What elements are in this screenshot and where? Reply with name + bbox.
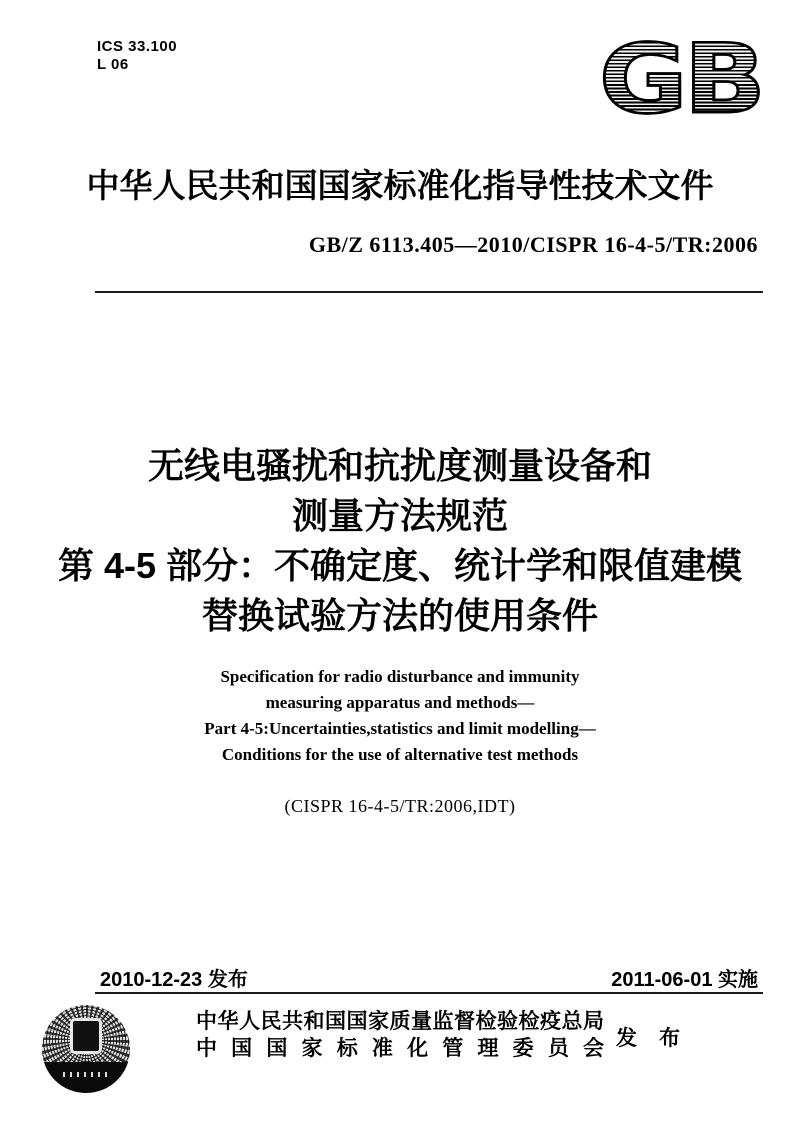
- gb-logo-icon: GB: [599, 25, 762, 136]
- seal-emblem: [70, 1018, 102, 1054]
- standard-number: GB/Z 6113.405—2010/CISPR 16-4-5/TR:2006: [308, 232, 758, 257]
- bottom-divider-line: [95, 992, 763, 994]
- chinese-title-line-4: 替换试验方法的使用条件: [201, 595, 598, 636]
- gb-logo: [532, 25, 762, 136]
- ics-code: ICS 33.100: [97, 38, 178, 55]
- ics-classification-block: [97, 38, 177, 74]
- doc-class-code: L 06: [97, 56, 129, 73]
- issuing-agencies-block: [196, 1008, 604, 1062]
- implement-date: 2011-06-01 实施: [611, 969, 758, 991]
- english-title-line-4: Conditions for the use of alternative test methods: [221, 745, 579, 764]
- english-title-line-1: Specification for radio disturbance and immunity: [220, 667, 580, 686]
- chinese-title-line-3: 第 4-5 部分：不确定度、统计学和限值建模: [57, 545, 743, 586]
- english-title-block: [0, 664, 800, 768]
- agency-line-2: 中国国家标准化管理委员会: [196, 1037, 604, 1060]
- agency-line-1: 中华人民共和国国家质量监督检验检疫总局: [196, 1010, 604, 1033]
- chinese-title-block: [0, 441, 800, 641]
- seal-text-band: [42, 1062, 130, 1093]
- english-title-line-3: Part 4-5:Uncertainties,statistics and limit modelling—: [204, 719, 596, 738]
- chinese-title-line-2: 测量方法规范: [291, 495, 508, 536]
- anti-counterfeit-seal-icon: [42, 1005, 130, 1093]
- english-title-line-2: measuring apparatus and methods—: [265, 693, 535, 712]
- idt-equivalence-note: (CISPR 16-4-5/TR:2006,IDT): [284, 796, 516, 816]
- issue-date: 2010-12-23 发布: [100, 969, 248, 991]
- doc-type-title: 中华人民共和国国家标准化指导性技术文件: [86, 167, 714, 204]
- top-divider-line: [95, 291, 763, 293]
- chinese-title-line-1: 无线电骚扰和抗扰度测量设备和: [147, 445, 652, 486]
- publish-label: 发布: [616, 1027, 702, 1050]
